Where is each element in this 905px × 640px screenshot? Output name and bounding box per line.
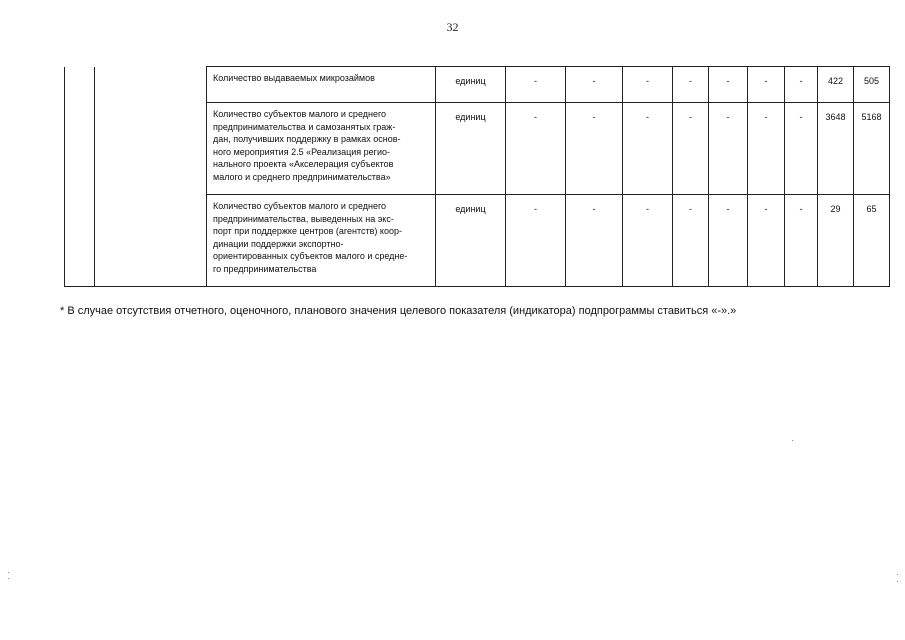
value-cell: - [566, 103, 623, 195]
empty-cell-program [95, 67, 207, 287]
empty-cell-number [65, 67, 95, 287]
value-cell: - [566, 67, 623, 103]
footnote: * В случае отсутствия отчетного, оценочного, планового значения целевого показателя (индикатора) подпрограммы ставиться «-».» [60, 305, 737, 317]
value-cell: - [709, 195, 748, 287]
value-cell: 5168 [854, 103, 890, 195]
value-cell: 422 [818, 67, 854, 103]
value-cell: - [748, 195, 785, 287]
value-cell: 65 [854, 195, 890, 287]
value-cell: - [623, 67, 673, 103]
indicator-name-cell [207, 195, 436, 287]
page-number: 32 [446, 20, 459, 34]
value-cell: - [673, 67, 709, 103]
indicator-name-cell [207, 103, 436, 195]
scan-speck [8, 578, 9, 579]
scan-speck [897, 581, 898, 582]
indicator-name-line: Количество субъектов малого и среднего [213, 201, 387, 211]
indicator-name-line: Количество субъектов малого и среднего [213, 109, 387, 119]
unit-cell: единиц [436, 67, 506, 103]
value-cell: - [623, 103, 673, 195]
indicator-name-line: малого и среднего предпринимательства» [213, 171, 391, 182]
indicator-name-line: нального проекта «Акселерация субъектов [213, 159, 394, 169]
value-cell: - [709, 103, 748, 195]
indicator-name-line: го предпринимательства [213, 263, 317, 274]
value-cell: 29 [818, 195, 854, 287]
value-cell: - [506, 195, 566, 287]
indicators-table [64, 66, 890, 287]
value-cell: - [785, 195, 818, 287]
value-cell: 505 [854, 67, 890, 103]
indicator-name-line: динации поддержки экспортно- [213, 238, 344, 249]
value-cell: - [673, 195, 709, 287]
indicator-name-line: дан, получивших поддержку в рамках основ- [213, 134, 401, 144]
indicator-name-line: ориентированных субъектов малого и средне- [213, 251, 408, 261]
scan-speck [792, 440, 793, 441]
indicator-name-line: предпринимательства и самозанятых граж- [213, 121, 396, 132]
value-cell: - [785, 67, 818, 103]
value-cell: - [785, 103, 818, 195]
scan-speck [8, 572, 9, 573]
unit-cell: единиц [436, 195, 506, 287]
unit-cell: единиц [436, 103, 506, 195]
value-cell: - [709, 67, 748, 103]
value-cell: - [673, 103, 709, 195]
value-cell: - [506, 67, 566, 103]
value-cell: - [566, 195, 623, 287]
indicator-name-line: порт при поддержке центров (агентств) коор- [213, 226, 402, 236]
indicator-name-line: Количество выдаваемых микрозаймов [213, 73, 375, 83]
value-cell: - [623, 195, 673, 287]
value-cell: - [748, 103, 785, 195]
scan-speck [897, 574, 898, 575]
indicator-name-line: ного мероприятия 2.5 «Реализация регио- [213, 146, 390, 157]
value-cell: 3648 [818, 103, 854, 195]
table-row [65, 67, 890, 103]
indicator-name-cell [207, 67, 436, 103]
value-cell: - [748, 67, 785, 103]
indicator-name-line: предпринимательства, выведенных на экс- [213, 213, 394, 224]
value-cell: - [506, 103, 566, 195]
